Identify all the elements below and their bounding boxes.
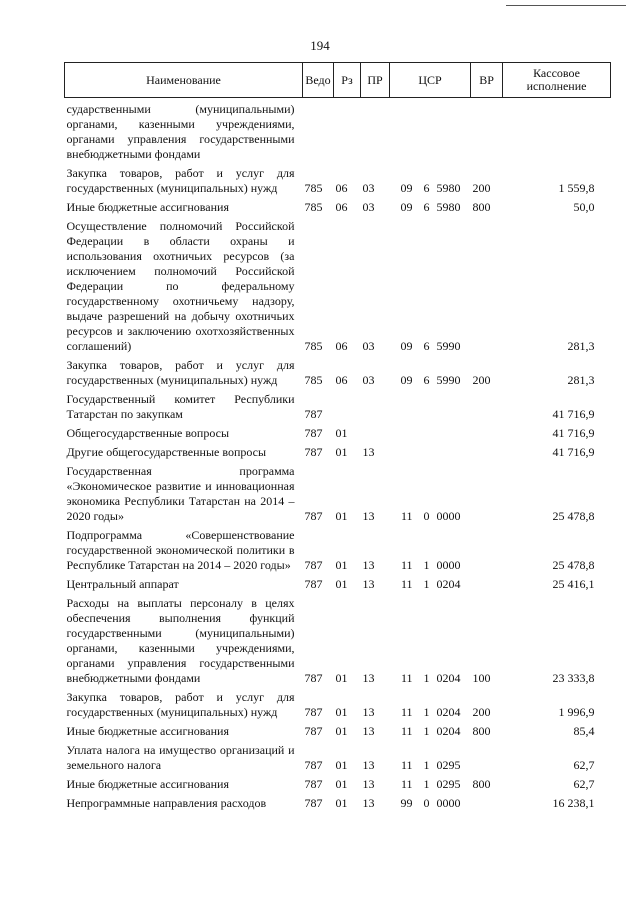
cell-csr-direction: 0295 (436, 777, 461, 791)
cell-csr-direction: 0000 (436, 509, 461, 523)
cell-pr: 13 (362, 705, 375, 719)
cell-csr-direction: 5990 (436, 373, 461, 387)
cell-rz: 06 (335, 339, 348, 353)
cell-csr-program (390, 388, 419, 422)
cell-csr-program (390, 98, 419, 163)
cell-name: Другие общегосударственные вопросы (66, 445, 267, 459)
cell-vr: 100 (472, 671, 491, 685)
cell-vr (471, 98, 503, 163)
cell-csr-direction: 0000 (436, 558, 461, 572)
table-row (65, 98, 611, 163)
cell-ved: 787 (304, 758, 323, 772)
cell-ved (303, 98, 334, 163)
cell-csr-program: 11 (400, 509, 413, 523)
header-csr: ЦСР (390, 63, 471, 98)
page-number: 194 (310, 38, 330, 53)
cell-pr: 13 (362, 724, 375, 738)
cell-rz: 01 (335, 577, 348, 591)
cell-vr: 200 (472, 705, 491, 719)
cell-pr: 03 (362, 339, 375, 353)
table-row (65, 441, 611, 460)
table-row (65, 215, 611, 354)
table-row (65, 773, 611, 792)
cell-csr-program: 11 (400, 777, 413, 791)
cell-csr-direction: 5990 (436, 339, 461, 353)
header-rz: Рз (334, 63, 361, 98)
cell-ved: 787 (304, 426, 323, 440)
cell-ved: 787 (304, 671, 323, 685)
cell-rz: 01 (335, 558, 348, 572)
cell-csr-subprogram (419, 388, 435, 422)
cell-rz: 01 (335, 426, 348, 440)
cell-csr-direction (435, 388, 471, 422)
cell-csr-program: 99 (400, 796, 413, 810)
cell-sum: 85,4 (573, 724, 595, 738)
cell-pr: 13 (362, 758, 375, 772)
cell-vr (471, 792, 503, 811)
cell-csr-subprogram: 1 (423, 777, 430, 791)
cell-sum: 41 716,9 (552, 445, 595, 459)
cell-rz: 01 (335, 671, 348, 685)
table-row (65, 196, 611, 215)
cell-ved: 785 (304, 181, 323, 195)
cell-ved: 787 (304, 445, 323, 459)
cell-sum: 62,7 (573, 758, 595, 772)
cell-rz (334, 98, 361, 163)
cell-rz (334, 388, 361, 422)
header-ved: Ведо (303, 63, 334, 98)
cell-ved: 787 (304, 777, 323, 791)
cell-ved: 787 (304, 577, 323, 591)
table-row (65, 720, 611, 739)
cell-sum: 1 559,8 (558, 181, 595, 195)
cell-csr-direction: 0204 (436, 671, 461, 685)
cell-csr-program: 09 (400, 339, 413, 353)
cell-csr-program (390, 422, 419, 441)
cell-csr-subprogram (419, 422, 435, 441)
cell-name: Общегосударственные вопросы (66, 426, 230, 440)
cell-name: Осуществление полномочий Российской Федерации в области охраны и использования охотничьих ресурсов (за исключением полномочий Российской Федерации по федеральному государственному охотничьему надзору, выдаче разрешений на добычу охотничьих ресурсов и заключению охотхозяйственных соглашений) (66, 219, 295, 353)
cell-csr-subprogram: 6 (423, 373, 430, 387)
cell-rz: 06 (335, 373, 348, 387)
cell-rz: 01 (335, 445, 348, 459)
cell-rz: 01 (335, 796, 348, 810)
cell-sum: 62,7 (573, 777, 595, 791)
cell-ved: 787 (304, 407, 323, 421)
cell-sum: 16 238,1 (552, 796, 595, 810)
cell-csr-program: 11 (400, 577, 413, 591)
cell-vr (471, 388, 503, 422)
budget-table (64, 62, 611, 811)
cell-name: Расходы на выплаты персоналу в целях обеспечения выполнения функций государственными (муниципальными) органами, казенными учреждениями, органами управления государственными внебюджетными фондами (66, 596, 295, 685)
top-rule (506, 5, 626, 6)
cell-vr: 200 (472, 373, 491, 387)
cell-rz: 01 (335, 705, 348, 719)
cell-csr-subprogram: 6 (423, 200, 430, 214)
cell-sum: 1 996,9 (558, 705, 595, 719)
cell-sum: 41 716,9 (552, 426, 595, 440)
cell-vr (471, 573, 503, 592)
table-body (65, 98, 611, 812)
header-vr: ВР (471, 63, 503, 98)
cell-csr-subprogram: 1 (423, 558, 430, 572)
cell-csr-program: 11 (400, 705, 413, 719)
cell-csr-program (390, 441, 419, 460)
cell-csr-program: 09 (400, 373, 413, 387)
cell-csr-subprogram: 0 (423, 509, 430, 523)
cell-name: Государственный комитет Республики Татарстан по закупкам (66, 392, 295, 421)
header-sum: Кассовое исполнение (503, 63, 611, 98)
cell-ved: 787 (304, 558, 323, 572)
cell-vr: 800 (472, 777, 491, 791)
cell-pr (361, 388, 390, 422)
cell-vr: 800 (472, 200, 491, 214)
cell-pr: 13 (362, 558, 375, 572)
cell-vr (471, 215, 503, 354)
cell-csr-direction: 0204 (436, 724, 461, 738)
cell-rz: 01 (335, 724, 348, 738)
cell-vr (471, 441, 503, 460)
cell-csr-direction (435, 441, 471, 460)
cell-rz: 01 (335, 777, 348, 791)
cell-csr-subprogram: 1 (423, 577, 430, 591)
cell-ved: 787 (304, 796, 323, 810)
cell-csr-subprogram (419, 441, 435, 460)
table-row (65, 573, 611, 592)
cell-name: Закупка товаров, работ и услуг для государственных (муниципальных) нужд (66, 358, 295, 387)
table-row (65, 592, 611, 686)
cell-name: сударственными (муниципальными) органами, казенными учреждениями, органами управления государственными внебюджетными фондами (66, 102, 295, 161)
cell-rz: 01 (335, 758, 348, 772)
cell-name: Непрограммные направления расходов (66, 796, 267, 810)
cell-csr-program: 11 (400, 758, 413, 772)
cell-pr: 13 (362, 796, 375, 810)
cell-csr-program: 11 (400, 724, 413, 738)
cell-rz: 01 (335, 509, 348, 523)
cell-ved: 787 (304, 509, 323, 523)
cell-csr-subprogram: 1 (423, 671, 430, 685)
cell-csr-subprogram: 1 (423, 724, 430, 738)
cell-vr (471, 460, 503, 524)
table-row (65, 792, 611, 811)
cell-csr-direction: 0204 (436, 705, 461, 719)
cell-name: Центральный аппарат (66, 577, 179, 591)
cell-pr: 03 (362, 181, 375, 195)
cell-csr-program: 11 (400, 671, 413, 685)
table-row (65, 524, 611, 573)
cell-sum (503, 98, 611, 163)
cell-vr: 800 (472, 724, 491, 738)
table-row (65, 686, 611, 720)
table-row (65, 739, 611, 773)
cell-rz: 06 (335, 181, 348, 195)
cell-ved: 787 (304, 705, 323, 719)
cell-sum: 25 478,8 (552, 509, 595, 523)
cell-csr-direction: 0000 (436, 796, 461, 810)
cell-ved: 785 (304, 200, 323, 214)
table-row (65, 354, 611, 388)
cell-csr-subprogram: 0 (423, 796, 430, 810)
cell-name: Закупка товаров, работ и услуг для государственных (муниципальных) нужд (66, 690, 295, 719)
cell-csr-subprogram: 6 (423, 181, 430, 195)
cell-csr-program: 09 (400, 200, 413, 214)
cell-pr: 13 (362, 509, 375, 523)
cell-pr (361, 98, 390, 163)
cell-name: Иные бюджетные ассигнования (66, 200, 229, 214)
table-row (65, 422, 611, 441)
cell-name: Подпрограмма «Совершенствование государственной экономической политики в Республике Татарстан на 2014 – 2020 годы» (66, 528, 295, 572)
cell-sum: 281,3 (567, 339, 595, 353)
cell-name: Иные бюджетные ассигнования (66, 724, 229, 738)
cell-vr (471, 739, 503, 773)
table-header (65, 63, 611, 98)
cell-csr-direction: 5980 (436, 200, 461, 214)
cell-pr: 03 (362, 373, 375, 387)
cell-csr-direction: 0204 (436, 577, 461, 591)
header-pr: ПР (361, 63, 390, 98)
cell-csr-subprogram (419, 98, 435, 163)
cell-sum: 50,0 (573, 200, 595, 214)
cell-csr-subprogram: 1 (423, 705, 430, 719)
cell-sum: 281,3 (567, 373, 595, 387)
cell-csr-direction (435, 98, 471, 163)
cell-sum: 41 716,9 (552, 407, 595, 421)
table-row (65, 162, 611, 196)
cell-sum: 25 478,8 (552, 558, 595, 572)
cell-name: Закупка товаров, работ и услуг для государственных (муниципальных) нужд (66, 166, 295, 195)
cell-rz: 06 (335, 200, 348, 214)
cell-pr (361, 422, 390, 441)
cell-name: Иные бюджетные ассигнования (66, 777, 229, 791)
cell-name: Уплата налога на имущество организаций и земельного налога (66, 743, 295, 772)
cell-csr-subprogram: 6 (423, 339, 430, 353)
cell-vr: 200 (472, 181, 491, 195)
cell-ved: 785 (304, 373, 323, 387)
cell-pr: 13 (362, 671, 375, 685)
cell-pr: 03 (362, 200, 375, 214)
cell-name: Государственная программа «Экономическое развитие и инновационная экономика Республики Татарстан на 2014 – 2020 годы» (66, 464, 295, 523)
cell-csr-direction: 0295 (436, 758, 461, 772)
cell-pr: 13 (362, 577, 375, 591)
cell-csr-direction (435, 422, 471, 441)
cell-sum: 25 416,1 (552, 577, 595, 591)
cell-csr-program: 11 (400, 558, 413, 572)
cell-ved: 785 (304, 339, 323, 353)
cell-csr-program: 09 (400, 181, 413, 195)
cell-ved: 787 (304, 724, 323, 738)
cell-vr (471, 524, 503, 573)
header-name: Наименование (65, 63, 303, 98)
cell-csr-direction: 5980 (436, 181, 461, 195)
table-row (65, 460, 611, 524)
cell-pr: 13 (362, 777, 375, 791)
cell-sum: 23 333,8 (552, 671, 595, 685)
cell-csr-subprogram: 1 (423, 758, 430, 772)
cell-vr (471, 422, 503, 441)
cell-pr: 13 (362, 445, 375, 459)
table-row (65, 388, 611, 422)
